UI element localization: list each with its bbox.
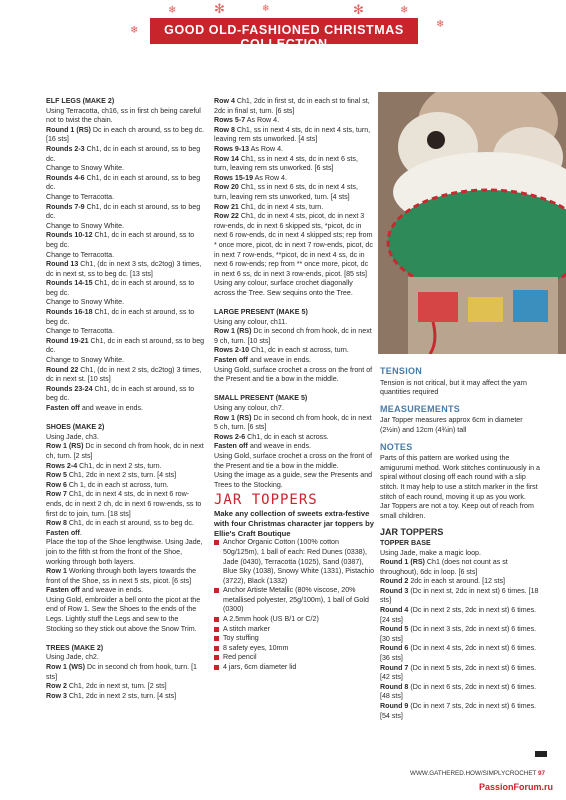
step-label: Round 19-21 [46, 336, 89, 345]
step-text: As Row 4. [253, 173, 287, 182]
pattern-line [214, 126, 374, 145]
step-text: Ch1, ss in next 4 sts, dc in next 6 sts, turn, leaving rem sts unworked. [6 sts] [214, 154, 358, 173]
spacer [214, 385, 374, 395]
column-left [46, 97, 206, 701]
pattern-line: Change to Snowy White. [46, 164, 125, 173]
step-text: Ch1, dc in each st around, ss to beg dc. [46, 202, 201, 221]
step-label: Round 5 [380, 625, 409, 634]
step-text: Ch1, dc in each st around, ss to beg dc. [46, 384, 195, 403]
section-heading: TREES (MAKE 2) [46, 643, 104, 652]
step-label: Row 22 [214, 212, 239, 221]
pattern-line: Using Jade, ch3. [46, 432, 99, 441]
material-item: A 2.5mm hook (US B/1 or C/2) [214, 615, 374, 625]
pattern-line [214, 414, 374, 433]
pattern-line [380, 558, 540, 577]
step-text: As Row 4. [249, 144, 283, 153]
pattern-line: Change to Terracotta. [46, 327, 115, 336]
step-label: Round 2 [380, 577, 409, 586]
pattern-line [46, 260, 206, 279]
step-label: Row 5 [46, 471, 67, 480]
pattern-line [214, 356, 374, 366]
step-label: Row 1 (WS) [46, 663, 86, 672]
step-label: Row 14 [214, 154, 239, 163]
step-label: Fasten off [46, 586, 80, 595]
measurements-text: Jar Topper measures approx 6cm in diameter (2½in) and 12cm (4¾in) tall [380, 416, 523, 434]
pattern-line: Change to Snowy White. [46, 356, 125, 365]
step-label: Rounds 14-15 [46, 279, 93, 288]
step-text: and weave in ends. [247, 356, 312, 365]
pattern-line [214, 212, 374, 279]
spacer [46, 634, 206, 644]
pattern-line: Change to Terracotta. [46, 192, 115, 201]
heading-jar-toppers: JAR TOPPERS [380, 527, 444, 538]
step-text: Ch1, dc in each st around, ss to beg dc. [46, 231, 195, 249]
elf-jar-illustration [378, 92, 566, 354]
pattern-line [214, 155, 374, 174]
title-bar [150, 18, 418, 51]
page-footer [410, 770, 545, 777]
step-label: Round 13 [46, 260, 79, 269]
step-label: Row 2 [46, 682, 67, 691]
step-text: Ch1, dc in each st around, ss to beg dc. [46, 144, 201, 163]
step-label: Row 1 (RS) [214, 327, 252, 336]
step-text: Working through both layers towards the front of the Shoe, ss in next 5 sts, picot. [6 sts] [46, 567, 197, 585]
section-heading: ELF LEGS (MAKE 2) [46, 97, 115, 105]
step-text: Ch1, ss in next 6 sts, dc in next 4 sts, turn, leaving rem sts unworked, turn. [4 sts] [214, 183, 358, 201]
pattern-line: Change to Snowy White. [46, 298, 125, 307]
step-text: Ch1, dc in each st around, ss to beg dc. [66, 519, 194, 528]
step-text: Ch1, dc in next 4 sts, picot, dc in next 3 row-ends, dc in next 6 skipped sts, *picot, dc in next 6 row-ends, dc in next 4 skipped sts; rep from * once more, picot, dc in next 7 row-ends, picot, dc in next 7 row-ends, **picot, dc in next 4 ss, dc in next 6 row-ends; rep from ** once more, picot, dc in next 6 ss, dc in next 3 row-ends, picot. [85 sts] [214, 212, 373, 278]
material-item: 4 jars, 6cm diameter lid [214, 663, 374, 673]
step-text: (Dc in next 6 sts, 2dc in next st) 6 times. [48 sts] [380, 682, 537, 701]
step-label: Row 8 [46, 519, 67, 528]
step-text: Ch1, ss in next 4 sts, dc in next 4 sts, turn, leaving rem sts unworked. [4 sts] [214, 125, 371, 144]
step-text: Ch1, (dc in next 2 sts, dc2tog) 3 times, dc in next st. [10 sts] [46, 365, 202, 384]
step-text: (Dc in next 7 sts, 2dc in next st) 6 times. [54 sts] [380, 702, 537, 720]
step-label: Row 1 (RS) [46, 442, 84, 451]
step-label: Round 3 [380, 586, 409, 595]
step-text: Ch 1, dc in each st across, turn. [66, 480, 169, 489]
pattern-line [214, 145, 374, 155]
step-label: Row 1 [46, 567, 67, 576]
step-text: Ch1, dc in each st across. [245, 432, 329, 441]
pattern-line [46, 462, 206, 472]
step-text: Ch1, 2dc in next 2 sts, turn. [4 sts] [66, 691, 177, 700]
pattern-line [214, 327, 374, 346]
pattern-line [46, 529, 206, 539]
step-text: Ch1, (dc in next 3 sts, dc2tog) 3 times, dc in next st, ss to beg dc. [13 sts] [46, 260, 202, 278]
pattern-line [380, 664, 540, 683]
pattern-line [46, 385, 206, 404]
step-label: Rows 2-10 [214, 346, 250, 355]
materials-list [214, 538, 374, 672]
pattern-line [214, 174, 374, 184]
pattern-line [46, 442, 206, 461]
pattern-line [380, 625, 540, 644]
step-label: Rounds 23-24 [46, 384, 93, 393]
step-label: Row 6 [46, 480, 67, 489]
step-label: Round 4 [380, 606, 409, 615]
spacer [214, 298, 374, 308]
pattern-line [46, 490, 206, 519]
pattern-line [214, 442, 374, 452]
step-text: Ch1, dc in each st around, ss to beg dc. [46, 336, 205, 355]
snowflake-icon: ❄ [262, 3, 270, 13]
pattern-line [46, 481, 206, 491]
step-label: Fasten off [46, 528, 80, 537]
pattern-line [380, 683, 540, 702]
step-text: and weave in ends. [79, 404, 144, 412]
pattern-line: Using any colour, surface crochet diagonally across the Tree. Sew sequins onto the Tree. [214, 279, 353, 297]
spacer [46, 414, 206, 424]
material-item: A stitch marker [214, 625, 374, 635]
step-text: (Dc in next 3 sts, 2dc in next st) 6 times. [30 sts] [380, 625, 537, 643]
snowflake-icon: ❄ [436, 19, 445, 30]
rounds-list [380, 558, 540, 721]
step-label: Row 4 [214, 97, 235, 105]
page-number: 97 [538, 770, 546, 777]
pattern-line [380, 644, 540, 663]
step-text: Ch1 (does not count as st throughout), 6dc in loop. [6 sts] [380, 558, 508, 576]
step-text: Ch1, dc in next 4 sts, dc in next 6 row-ends, dc in next 2 ch, dc in next 6 row-ends, ss to first dc to join, turn. [18 sts] [46, 490, 202, 518]
page-title: GOOD OLD-FASHIONED CHRISTMAS COLLECTION [164, 23, 404, 51]
pattern-line: Using any colour, ch11. [214, 317, 288, 326]
end-mark-icon [535, 751, 547, 757]
pattern-line: Using the image as a guide, sew the Presents and Trees to the Stocking. [214, 471, 373, 489]
base-intro: Using Jade, make a magic loop. [380, 548, 481, 557]
step-text: Ch1, dc in each st around, ss to beg dc. [46, 308, 195, 326]
pattern-line [46, 682, 206, 692]
pattern-line: Using Gold, embroider a bell onto the picot at the end of Row 1. Sew the Shoes to the ends of the Legs. Lightly stuff the Legs and sew to the Stocking so they stick out above the Snow Trim. [46, 595, 201, 633]
pattern-line: Using Gold, surface crochet a cross on the front of the Present and tie a bow in the middle. [214, 451, 373, 470]
step-text: . [79, 528, 82, 537]
step-label: Rows 9-13 [214, 144, 250, 153]
pattern-line [46, 663, 206, 682]
pattern-line [214, 346, 374, 356]
column-right [380, 360, 540, 721]
snowflake-icon: ✻ [214, 1, 225, 16]
step-label: Rounds 7-9 [46, 202, 85, 211]
pattern-line [46, 126, 206, 145]
step-label: Rows 5-7 [214, 116, 246, 125]
heading-measurements: MEASUREMENTS [380, 403, 461, 414]
step-label: Row 21 [214, 202, 239, 211]
step-text: Ch1, dc in next 4 sts, turn. [238, 202, 324, 211]
pattern-line [380, 577, 540, 587]
pattern-line [380, 587, 540, 606]
material-item: Anchor Organic Cotton (100% cotton 50g/125m), 1 ball of each: Red Dunes (0338), Jade (0430), Terracotta (1025), Sand (0387), Blue Sky (1038), Snowy White (1331), Pistachio (3722), Black (1332) [214, 538, 374, 586]
pattern-line [46, 404, 206, 414]
pattern-line [46, 586, 206, 596]
step-label: Row 1 (RS) [214, 413, 252, 422]
step-text: As Row 4. [245, 116, 280, 125]
pattern-line: Change to Snowy White. [46, 221, 125, 230]
step-text: Ch1, 2dc in first st, dc in each st to final st, 2dc in final st, turn. [6 sts] [214, 97, 370, 115]
section-heading: SHOES (MAKE 2) [46, 423, 105, 432]
material-item: Anchor Artiste Metallic (80% viscose, 20% metallised polyester, 25g/100m), 1 ball of Gold (0300) [214, 586, 374, 615]
pattern-line: Using Jade, ch2. [46, 653, 99, 662]
pattern-line [214, 116, 374, 126]
step-text: Ch1, dc in next 2 sts, turn. [77, 461, 162, 470]
footer-url: WWW.GATHERED.HOW/SIMPLYCROCHET [410, 770, 537, 777]
step-label: Round 1 (RS) [46, 125, 91, 134]
subheading-topper-base: TOPPER BASE [380, 538, 431, 547]
step-label: Rows 2-4 [46, 461, 78, 470]
material-item: 8 safety eyes, 10mm [214, 644, 374, 654]
pattern-line [214, 433, 374, 443]
step-text: Ch1, 2dc in next 2 sts, turn. [4 sts] [66, 471, 177, 480]
snowflake-icon: ❄ [130, 25, 139, 36]
step-label: Round 8 [380, 682, 409, 691]
pattern-line [46, 231, 206, 250]
step-label: Row 3 [46, 691, 67, 700]
watermark: PassionForum.ru [479, 782, 554, 792]
step-label: Round 9 [380, 702, 409, 710]
section-heading: SMALL PRESENT (MAKE 5) [214, 394, 308, 403]
step-text: Dc in each ch around, ss to beg dc. [16 sts] [46, 125, 205, 144]
step-text: 2dc in each st around. [12 sts] [408, 577, 505, 586]
heading-notes: NOTES [380, 441, 413, 452]
step-text: Ch1, dc in each st across, turn. [249, 346, 349, 355]
step-label: Fasten off [46, 404, 80, 412]
pattern-line: Using Terracotta, ch16, ss in first ch being careful not to twist the chain. [46, 106, 201, 125]
pattern-line: Change to Terracotta. [46, 250, 115, 259]
heading-tension: TENSION [380, 366, 423, 376]
snowflake-icon: ❄ [400, 5, 409, 16]
step-text: Ch1, 2dc in next st, turn. [2 sts] [66, 682, 167, 691]
snowflake-icon: ❄ [168, 5, 177, 16]
section-lead: Make any collection of sweets extra-festive with four Christmas character jar toppers by Ellie's Craft Boutique [214, 508, 374, 538]
step-label: Row 20 [214, 183, 239, 192]
step-text: Dc in second ch from hook, turn. [1 sts] [46, 663, 197, 681]
step-label: Round 6 [380, 644, 409, 653]
step-label: Round 7 [380, 663, 409, 672]
pattern-line: Using any colour, ch7. [214, 404, 284, 412]
pattern-line [46, 279, 206, 298]
step-label: Rounds 10-12 [46, 231, 93, 240]
step-label: Row 8 [214, 125, 235, 134]
step-text: Dc in second ch from hook, dc in next 9 ch, turn. [10 sts] [214, 327, 372, 345]
step-text: and weave in ends. [79, 586, 144, 595]
notes-text: Parts of this pattern are worked using the amigurumi method. Work stitches continuously in a spiral without closing off each round with a slip stitch. It may help to use a stitch marker in the first stitch of each round, moving it up as you work. [380, 454, 540, 501]
pattern-line [46, 337, 206, 356]
pattern-line [46, 471, 206, 481]
section-title-jar-toppers: JAR TOPPERS [214, 492, 318, 509]
material-item: Toy stuffing [214, 634, 374, 644]
step-text: and weave in ends. [247, 442, 312, 451]
step-label: Fasten off [214, 442, 248, 451]
pattern-line [46, 145, 206, 164]
step-label: Round 1 (RS) [380, 558, 425, 567]
step-label: Fasten off [214, 356, 248, 365]
pattern-line [214, 183, 374, 202]
header-banner [0, 0, 566, 55]
pattern-line [46, 366, 206, 385]
tension-text: Tension is not critical, but it may affect the yarn quantities required [380, 378, 527, 397]
pattern-line [380, 702, 540, 721]
step-text: Ch1, dc in each st around, ss to beg dc. [46, 173, 201, 192]
column-middle [214, 97, 374, 673]
notes-warning: Jar Toppers are not a toy. Keep out of reach from small children. [380, 502, 534, 520]
jar-topper-photo [378, 92, 566, 354]
step-text: Ch1, dc in each st around, ss to beg dc. [46, 279, 195, 297]
step-text: Dc in second ch from hook, dc in next 5 ch, turn. [6 sts] [214, 413, 372, 432]
section-heading: LARGE PRESENT (MAKE 5) [214, 308, 308, 317]
step-label: Rounds 2-3 [46, 144, 85, 153]
step-label: Row 7 [46, 490, 67, 499]
pattern-line [214, 203, 374, 213]
pattern-line: Using Gold, surface crochet a cross on the front of the Present and tie a bow in the middle. [214, 365, 373, 384]
pattern-line [46, 519, 206, 529]
step-text: (Dc in next 2 sts, 2dc in next st) 6 times. [24 sts] [380, 606, 537, 624]
pattern-line [46, 174, 206, 193]
step-label: Rounds 16-18 [46, 308, 93, 317]
pattern-line [46, 203, 206, 222]
snowflake-icon: ✻ [353, 2, 364, 17]
pattern-line [46, 567, 206, 586]
step-label: Rounds 4-6 [46, 173, 85, 182]
pattern-line: Place the top of the Shoe lengthwise. Using Jade, join to the fifth st from the front of the Shoe, working through both layers. [46, 538, 203, 566]
step-label: Rows 15-19 [214, 173, 254, 182]
step-text: (Dc in next 5 sts, 2dc in next st) 6 times. [42 sts] [380, 663, 537, 682]
step-label: Round 22 [46, 365, 79, 374]
pattern-line [46, 308, 206, 327]
pattern-line [214, 97, 374, 116]
material-item: Red pencil [214, 653, 374, 663]
step-text: (Dc in next st, 2dc in next st) 6 times. [18 sts] [380, 586, 539, 605]
step-label: Rows 2-6 [214, 432, 246, 441]
pattern-line [380, 606, 540, 625]
pattern-line [46, 692, 206, 702]
step-text: (Dc in next 4 sts, 2dc in next st) 6 times. [36 sts] [380, 644, 537, 663]
step-text: Dc in second ch from hook, dc in next ch, turn. [2 sts] [46, 442, 204, 460]
